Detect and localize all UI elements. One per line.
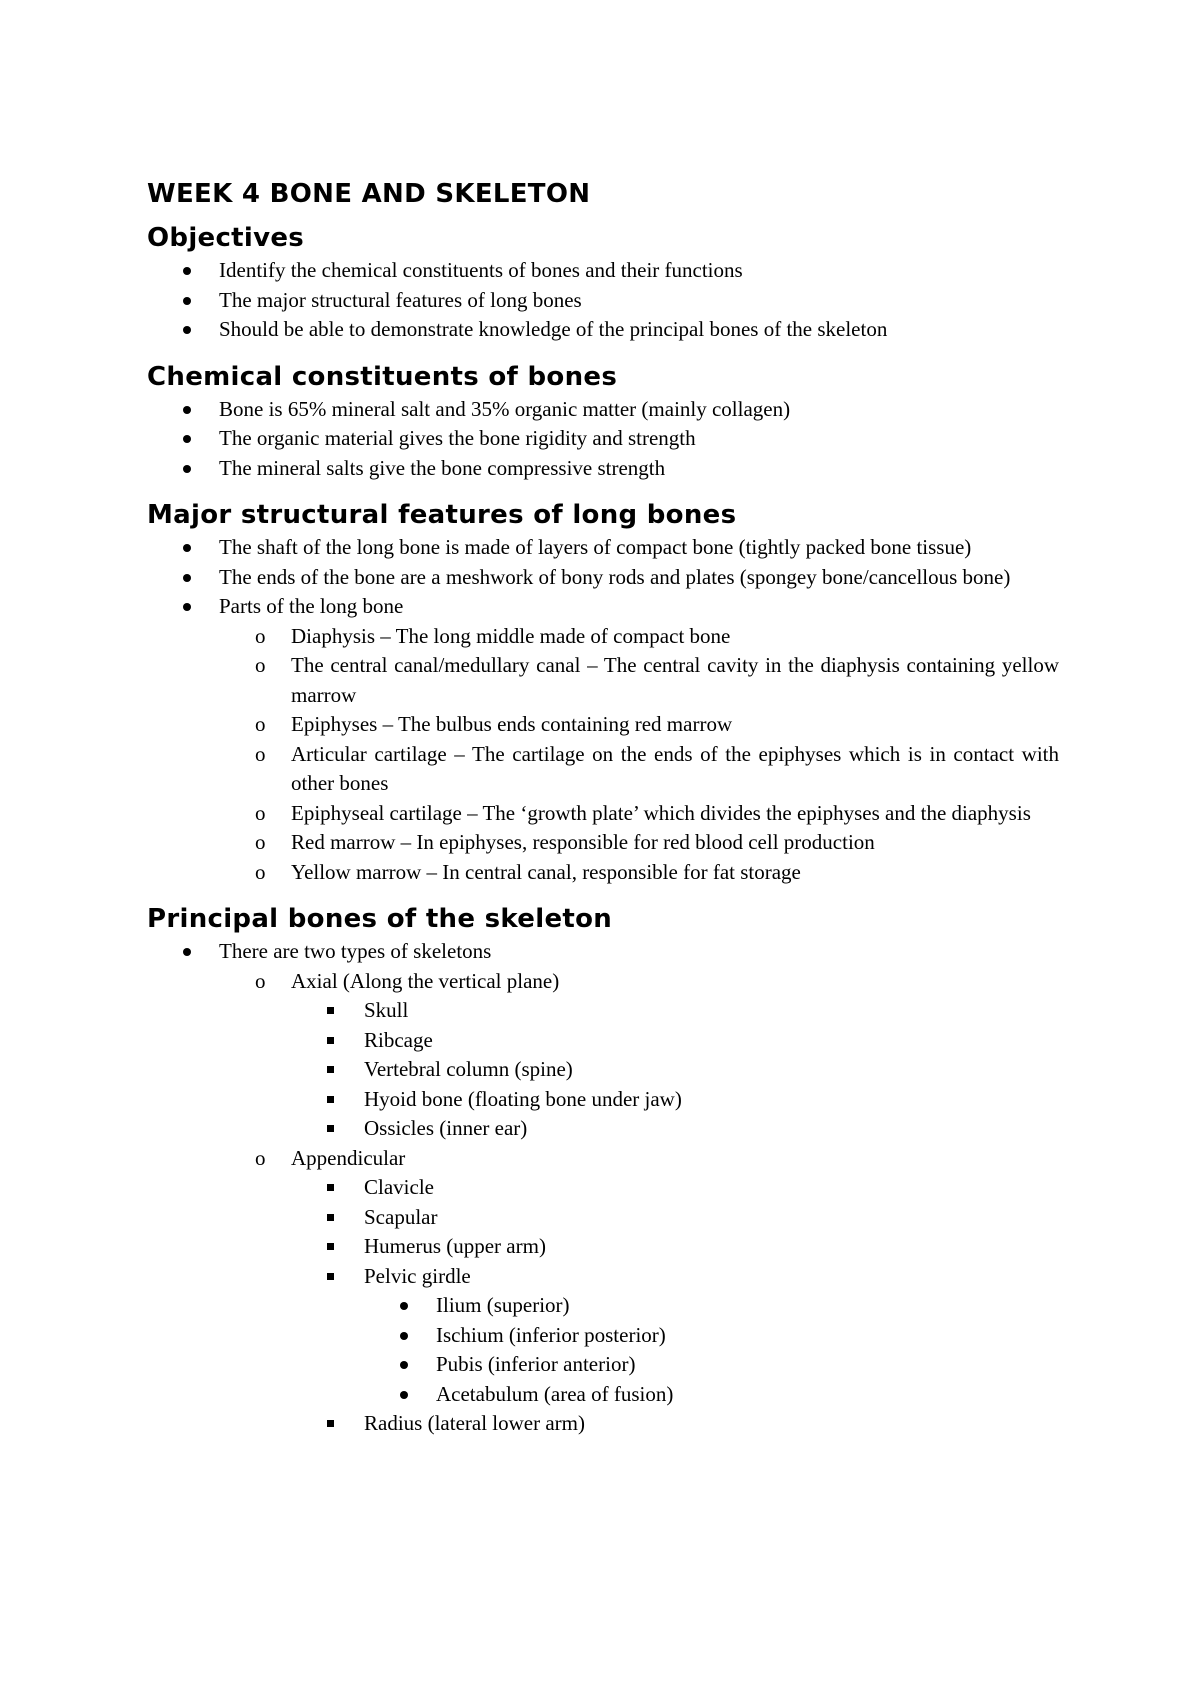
list-item: Pelvic girdle — [147, 1262, 1059, 1292]
list-item: o Articular cartilage – The cartilage on the ends of the epiphyses which is in contact with other bones — [255, 741, 1059, 795]
list-item: There are two types of skeletons — [147, 937, 1059, 967]
list-item: Radius (lateral lower arm) — [147, 1409, 1059, 1439]
list-item: Ossicles (inner ear) — [147, 1114, 1059, 1144]
list-item: Bone is 65% mineral salt and 35% organic matter (mainly collagen) — [147, 395, 1059, 425]
section-structural-features — [147, 497, 1059, 887]
bullet-circle-icon: o — [255, 800, 266, 825]
objectives-list — [147, 256, 1059, 345]
list-item: o Red marrow – In epiphyses, responsible for red blood cell production — [147, 828, 1059, 858]
list-item: o Epiphyses – The bulbus ends containing red marrow — [147, 710, 1059, 740]
heading-structural-features: Major structural features of long bones — [147, 500, 737, 530]
heading-principal-bones: Principal bones of the skeleton — [147, 904, 613, 934]
heading-chemical-constituents: Chemical constituents of bones — [147, 361, 618, 392]
list-item: Pubis (inferior anterior) — [147, 1350, 1059, 1380]
list-item: o Epiphyseal cartilage – The ‘growth plate’ which divides the epiphyses and the diaphysis — [147, 799, 1059, 829]
list-item: Humerus (upper arm) — [147, 1232, 1059, 1262]
list-item: The shaft of the long bone is made of layers of compact bone (tightly packed bone tissue) — [147, 533, 1059, 563]
list-item: The mineral salts give the bone compressive strength — [147, 454, 1059, 484]
bullet-circle-icon: o — [255, 741, 266, 766]
list-item: o Yellow marrow – In central canal, responsible for fat storage — [147, 858, 1059, 888]
list-item: Acetabulum (area of fusion) — [147, 1380, 1059, 1410]
list-item: Ribcage — [147, 1026, 1059, 1056]
bullet-circle-icon: o — [255, 653, 266, 677]
axial-bones-list — [147, 996, 1059, 1144]
bullet-circle-icon: o — [255, 1145, 266, 1170]
list-item: Hyoid bone (floating bone under jaw) — [147, 1085, 1059, 1115]
section-objectives — [147, 220, 1059, 345]
chemical-list — [147, 395, 1059, 484]
list-item: Scapular — [147, 1203, 1059, 1233]
list-item: Ischium (inferior posterior) — [147, 1321, 1059, 1351]
section-chemical-constituents — [147, 359, 1059, 484]
long-bone-parts-list — [147, 622, 1059, 888]
list-item: o Diaphysis – The long middle made of compact bone — [147, 622, 1059, 652]
list-item: o The central canal/medullary canal – The central cavity in the diaphysis containing yellow marrow — [255, 653, 1059, 707]
list-item: Clavicle — [147, 1173, 1059, 1203]
list-item: o Appendicular — [147, 1144, 1059, 1174]
list-item: Should be able to demonstrate knowledge of the principal bones of the skeleton — [147, 315, 1059, 345]
bullet-circle-icon: o — [255, 968, 266, 993]
list-item: o Axial (Along the vertical plane) — [147, 967, 1059, 997]
document-page — [147, 176, 1059, 1453]
bullet-circle-icon: o — [255, 712, 266, 736]
list-item: The organic material gives the bone rigidity and strength — [147, 424, 1059, 454]
list-item: Skull — [147, 996, 1059, 1026]
list-item: The major structural features of long bones — [147, 286, 1059, 316]
appendicular-bones-list — [147, 1173, 1059, 1291]
bullet-circle-icon: o — [255, 623, 266, 648]
list-item: The ends of the bone are a meshwork of bony rods and plates (spongey bone/cancellous bone) — [147, 563, 1059, 593]
list-item: Parts of the long bone — [147, 592, 1059, 622]
bullet-circle-icon: o — [255, 859, 266, 884]
list-item: Identify the chemical constituents of bones and their functions — [147, 256, 1059, 286]
list-item: Ilium (superior) — [147, 1291, 1059, 1321]
heading-objectives: Objectives — [147, 223, 305, 253]
section-principal-bones — [147, 901, 1059, 1439]
list-item: Vertebral column (spine) — [147, 1055, 1059, 1085]
bullet-circle-icon: o — [255, 830, 266, 854]
document-title: WEEK 4 BONE AND SKELETON — [147, 179, 591, 209]
pelvic-girdle-list — [147, 1291, 1059, 1409]
structural-list — [147, 533, 1059, 622]
